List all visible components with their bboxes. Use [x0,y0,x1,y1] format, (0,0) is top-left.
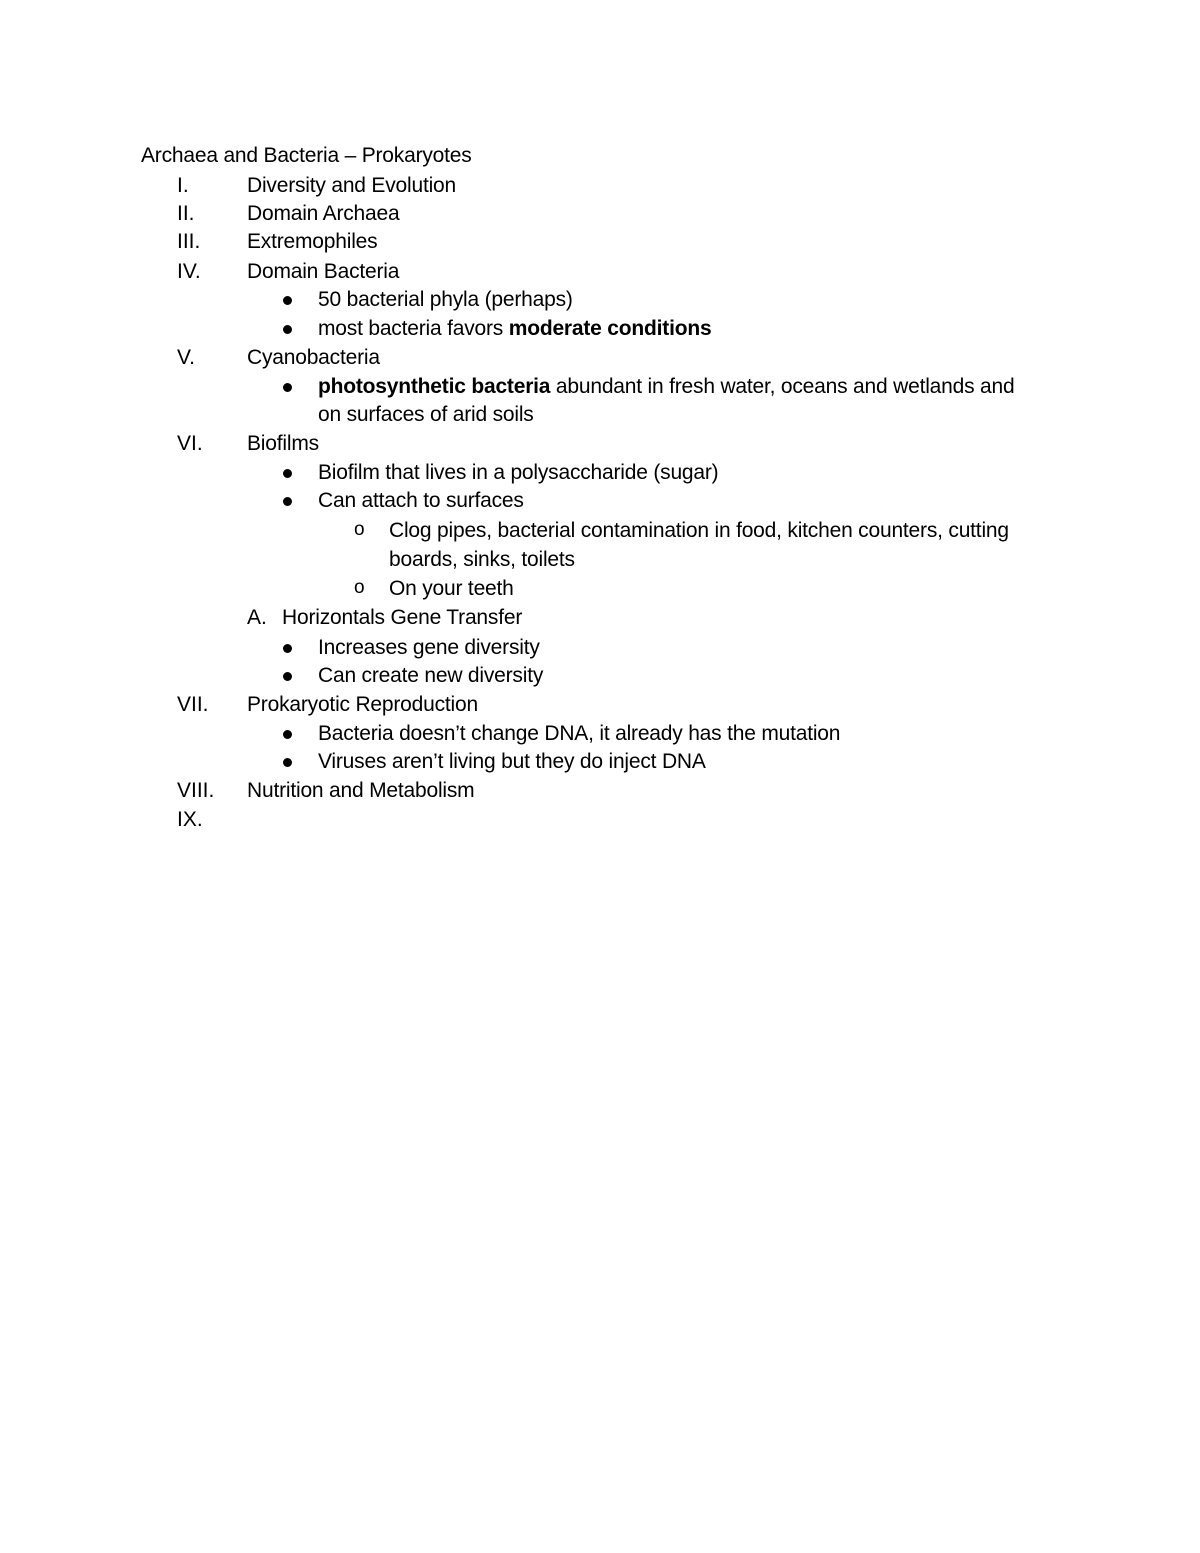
bullet-dot [283,383,292,392]
section-heading: Diversity and Evolution [247,174,456,197]
sub-bullet-text: On your teeth [389,577,514,600]
bullet-text: Can create new diversity [318,664,544,687]
bullet-dot [283,672,292,681]
section-numeral: IV. [177,260,201,283]
section-heading: Nutrition and Metabolism [247,779,475,802]
bullet-text-plain: most bacteria favors [318,317,509,340]
bullet-text: Bacteria doesn’t change DNA, it already has the mutation [318,722,841,745]
section-heading: Cyanobacteria [247,346,380,369]
bullet-dot [283,325,292,334]
bullet-dot [283,644,292,653]
bullet-dot [283,469,292,478]
sub-bullet-circle: o [354,577,365,598]
bullet-text: Biofilm that lives in a polysaccharide (sugar) [318,461,719,484]
bullet-text-plain: abundant in fresh water, oceans and wetlands and [550,375,1015,398]
bullet-dot [283,730,292,739]
section-heading: Domain Bacteria [247,260,400,283]
bullet-text-continuation: on surfaces of arid soils [318,403,534,426]
subsection-heading: Horizontals Gene Transfer [282,606,523,629]
subsection-letter: A. [247,606,267,629]
bullet-dot [283,497,292,506]
section-numeral: VII. [177,693,209,716]
document-title: Archaea and Bacteria – Prokaryotes [141,144,472,167]
sub-bullet-circle: o [354,519,365,540]
section-numeral: I. [177,174,189,197]
section-heading: Extremophiles [247,230,378,253]
bullet-dot [283,296,292,305]
section-numeral: VI. [177,432,203,455]
bullet-text-bold: photosynthetic bacteria [318,375,551,398]
bullet-text [318,373,1014,401]
section-heading: Domain Archaea [247,202,400,225]
section-numeral: III. [177,230,201,253]
bullet-text: 50 bacterial phyla (perhaps) [318,288,573,311]
sub-bullet-text-continuation: boards, sinks, toilets [389,548,575,571]
section-numeral: II. [177,202,195,225]
bullet-dot [283,758,292,767]
section-heading: Prokaryotic Reproduction [247,693,478,716]
section-numeral: V. [177,346,195,369]
bullet-text: Increases gene diversity [318,636,540,659]
sub-bullet-text: Clog pipes, bacterial contamination in food, kitchen counters, cutting [389,519,1009,542]
bullet-text-bold: moderate conditions [508,317,712,340]
bullet-text [318,315,711,343]
bullet-text: Viruses aren’t living but they do inject DNA [318,750,706,773]
section-heading: Biofilms [247,432,319,455]
section-numeral: IX. [177,808,203,831]
bullet-text: Can attach to surfaces [318,489,524,512]
section-numeral: VIII. [177,779,215,802]
